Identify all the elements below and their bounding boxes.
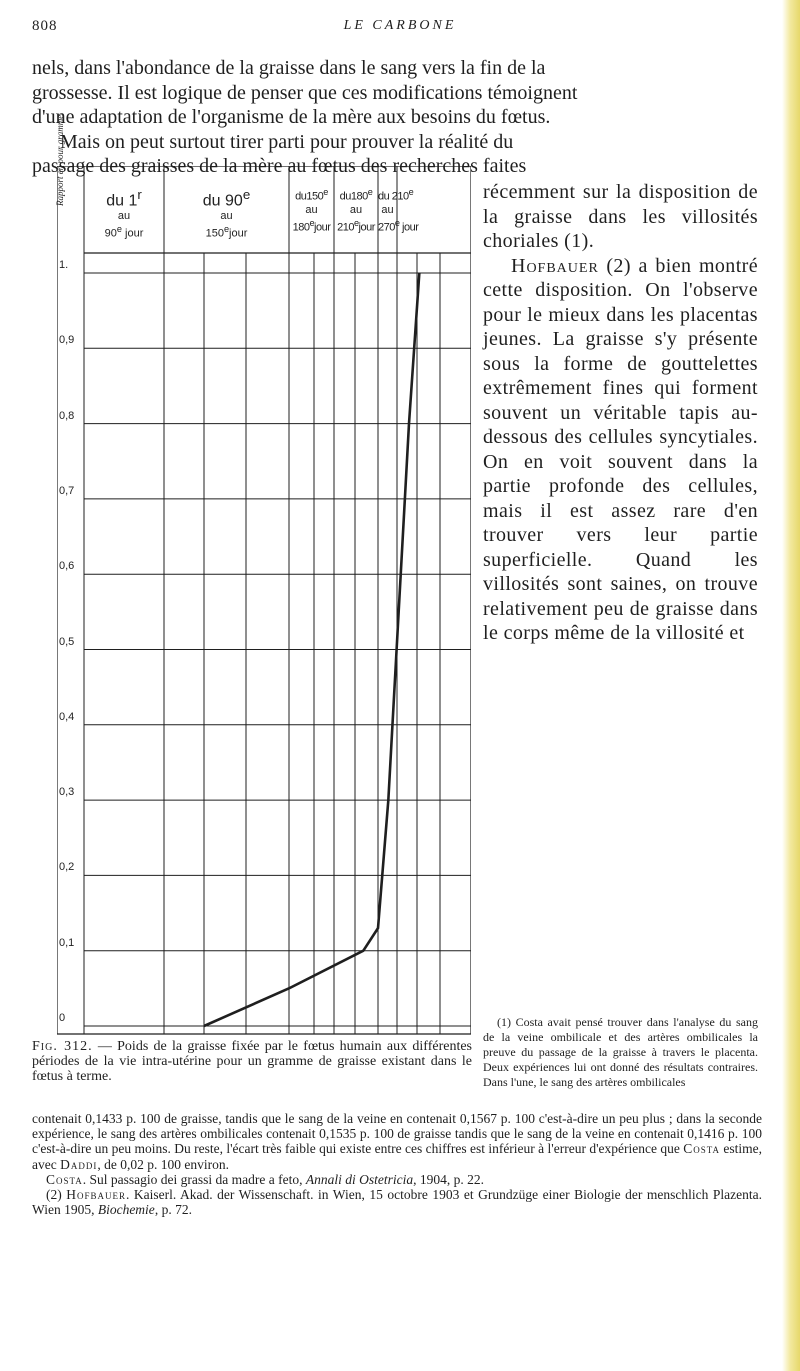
- col-line2: au: [349, 203, 363, 216]
- col-line2: au: [117, 210, 131, 223]
- y-tick-label: 0: [59, 1012, 66, 1024]
- col-line3: 270: [378, 221, 395, 234]
- reference-text: . Sul passagio dei grassi da madre a feto,: [82, 1171, 306, 1187]
- column-header: [84, 186, 164, 241]
- author-name: Daddi: [60, 1156, 98, 1172]
- column-header: [334, 186, 378, 234]
- body-paragraph: récemment sur la disposition de la graisse dans les villosités choriales (1).: [483, 181, 758, 252]
- col-sup3: e: [353, 217, 359, 228]
- col-line1: du 210: [378, 190, 409, 203]
- col-sup: e: [408, 187, 414, 197]
- y-tick-label: 0,2: [59, 861, 75, 874]
- col-line2: au: [381, 203, 394, 216]
- body-line: Mais on peut surtout tirer parti pour prouver la réalité du: [60, 130, 514, 153]
- col-sup3: e: [394, 217, 400, 228]
- col-line1: du180: [339, 190, 368, 203]
- footnote-right: [483, 1015, 758, 1090]
- footnote-span: contenait 0,1433 p. 100 de graisse, tandis que le sang de la veine en contenait 0,1567 p. 100 c'est-à-dire un peu plus ; dans la seconde expérience, le sang des artères ombilicales contenait 0,1535 p. 100 de graisse tandis que le sang de la veine en contenait 0,1416 p. 100 c'est-à-dire un peu moins. Du reste, l'écart très faible qui existe entre ces chiffres est inférieur à l'erreur d'expérience que: [32, 1111, 762, 1157]
- reference-text: , 1904, p. 22.: [413, 1171, 484, 1187]
- col-line3b: jour: [399, 221, 419, 234]
- y-tick-label: 0,8: [59, 409, 75, 422]
- col-line1: du 1: [106, 192, 138, 210]
- col-line3: 150: [205, 227, 224, 240]
- column-header: [378, 186, 419, 234]
- page-number: 808: [32, 18, 58, 34]
- col-line3b: jour: [358, 221, 375, 234]
- col-line3: 90: [104, 227, 117, 240]
- journal-name: Annali di Ostetricia: [305, 1171, 414, 1187]
- footnote-text: (1) Costa avait pensé trouver dans l'analyse du sang de la veine ombilicale et des artères ombilicales la preuve du passage de la graisse à travers le placenta. Deux expériences lui ont donné des résultats contraires. Dans l'une, le sang des artères ombilicales: [483, 1015, 758, 1089]
- y-tick-label: 0,6: [59, 560, 75, 573]
- body-line: grossesse. Il est logique de penser que ces modifications témoignent: [32, 81, 578, 104]
- col-line1: du150: [295, 190, 324, 203]
- col-line3: 210: [337, 221, 354, 234]
- reference-text: . Kaiserl. Akad. der Wissenschaft. in Wien, 15 octobre 1903 et Grundzüge einer Biologie der menschlich Plazenta. Wien 1905,: [32, 1187, 762, 1218]
- body-line: nels, dans l'abondance de la graisse dans le sang vers la fin de la: [32, 57, 546, 79]
- chart-svg: [57, 166, 471, 1036]
- running-head: [0, 18, 800, 40]
- col-line2: au: [305, 203, 318, 216]
- col-sup3: e: [223, 224, 230, 235]
- y-tick-label: 0,1: [59, 936, 75, 949]
- col-sup: r: [137, 187, 142, 202]
- y-tick-label: 1.: [59, 259, 69, 271]
- page-edge-strip: [782, 0, 800, 1371]
- journal-name: Biochemie: [97, 1202, 155, 1218]
- col-sup: e: [323, 187, 328, 197]
- body-line: d'une adaptation de l'organisme de la mère aux besoins du fœtus.: [32, 106, 551, 128]
- caption-body: — Poids de la graisse fixée par le fœtus humain aux différentes périodes de la vie intra-utérine pour un gramme de graisse existant dans le fœtus à terme.: [32, 1039, 472, 1084]
- caption-text: [32, 1039, 472, 1084]
- author-name: Hofbauer: [66, 1187, 127, 1203]
- figure-label: Fig. 312.: [32, 1039, 93, 1054]
- paragraph-text: (2) a bien montré cette disposition. On l'observe pour le mieux dans les placentas jeunes. La graisse s'y présente sous la forme de gouttelettes extrêmement fines qui forment souvent un véritable tapis au-dessous des cellules syncytiales. On en voit souvent dans la partie profonde des cellules, mais il est assez rare d'en trouver vers leur partie superficielle. Quand les villosités sont saines, on trouve relativement peu de graisse dans le corps même de la villosité et: [483, 254, 758, 644]
- body-text-top: [32, 56, 762, 179]
- running-title: LE CARBONE: [343, 18, 457, 33]
- body-paragraph: [483, 254, 758, 646]
- y-tick-label: 0,3: [59, 786, 75, 799]
- body-line: passage des graisses de la mère au fœtus des recherches faites: [32, 155, 527, 177]
- footnote-number: (2): [46, 1187, 67, 1203]
- column-header: [164, 186, 289, 241]
- col-sup: e: [367, 187, 373, 197]
- column-header: [289, 186, 334, 234]
- footnote-continuation: [32, 1111, 762, 1172]
- col-line3b: jour: [121, 227, 144, 240]
- y-tick-label: 0,5: [59, 635, 75, 648]
- reference-text: , p. 72.: [154, 1202, 192, 1218]
- col-sup3: e: [116, 224, 122, 235]
- col-sup: e: [242, 187, 251, 202]
- author-name: Costa: [683, 1141, 720, 1157]
- y-tick-label: 0,9: [59, 334, 75, 347]
- col-line3b: jour: [314, 221, 331, 234]
- body-text-right: [483, 180, 758, 646]
- rotated-axis-label: Rapport en pour gramme: [55, 114, 65, 206]
- col-sup3: e: [309, 217, 315, 228]
- col-line3: 180: [292, 221, 310, 234]
- author-name: Hofbauer: [511, 254, 599, 277]
- col-line1: du 90: [202, 192, 243, 210]
- footnote-span: estime, avec: [32, 1141, 762, 1172]
- reference-costa: [32, 1172, 762, 1187]
- author-name: Costa: [46, 1171, 83, 1187]
- y-tick-label: 0,4: [59, 710, 75, 723]
- col-line2: au: [220, 210, 233, 223]
- footnote-span: , de 0,02 p. 100 environ.: [97, 1156, 229, 1172]
- footnotes-bottom: [32, 1111, 762, 1217]
- col-line3b: jour: [229, 227, 248, 240]
- reference-hofbauer: [32, 1187, 762, 1217]
- figure-caption: [32, 1039, 472, 1084]
- y-tick-label: 0,7: [59, 484, 75, 497]
